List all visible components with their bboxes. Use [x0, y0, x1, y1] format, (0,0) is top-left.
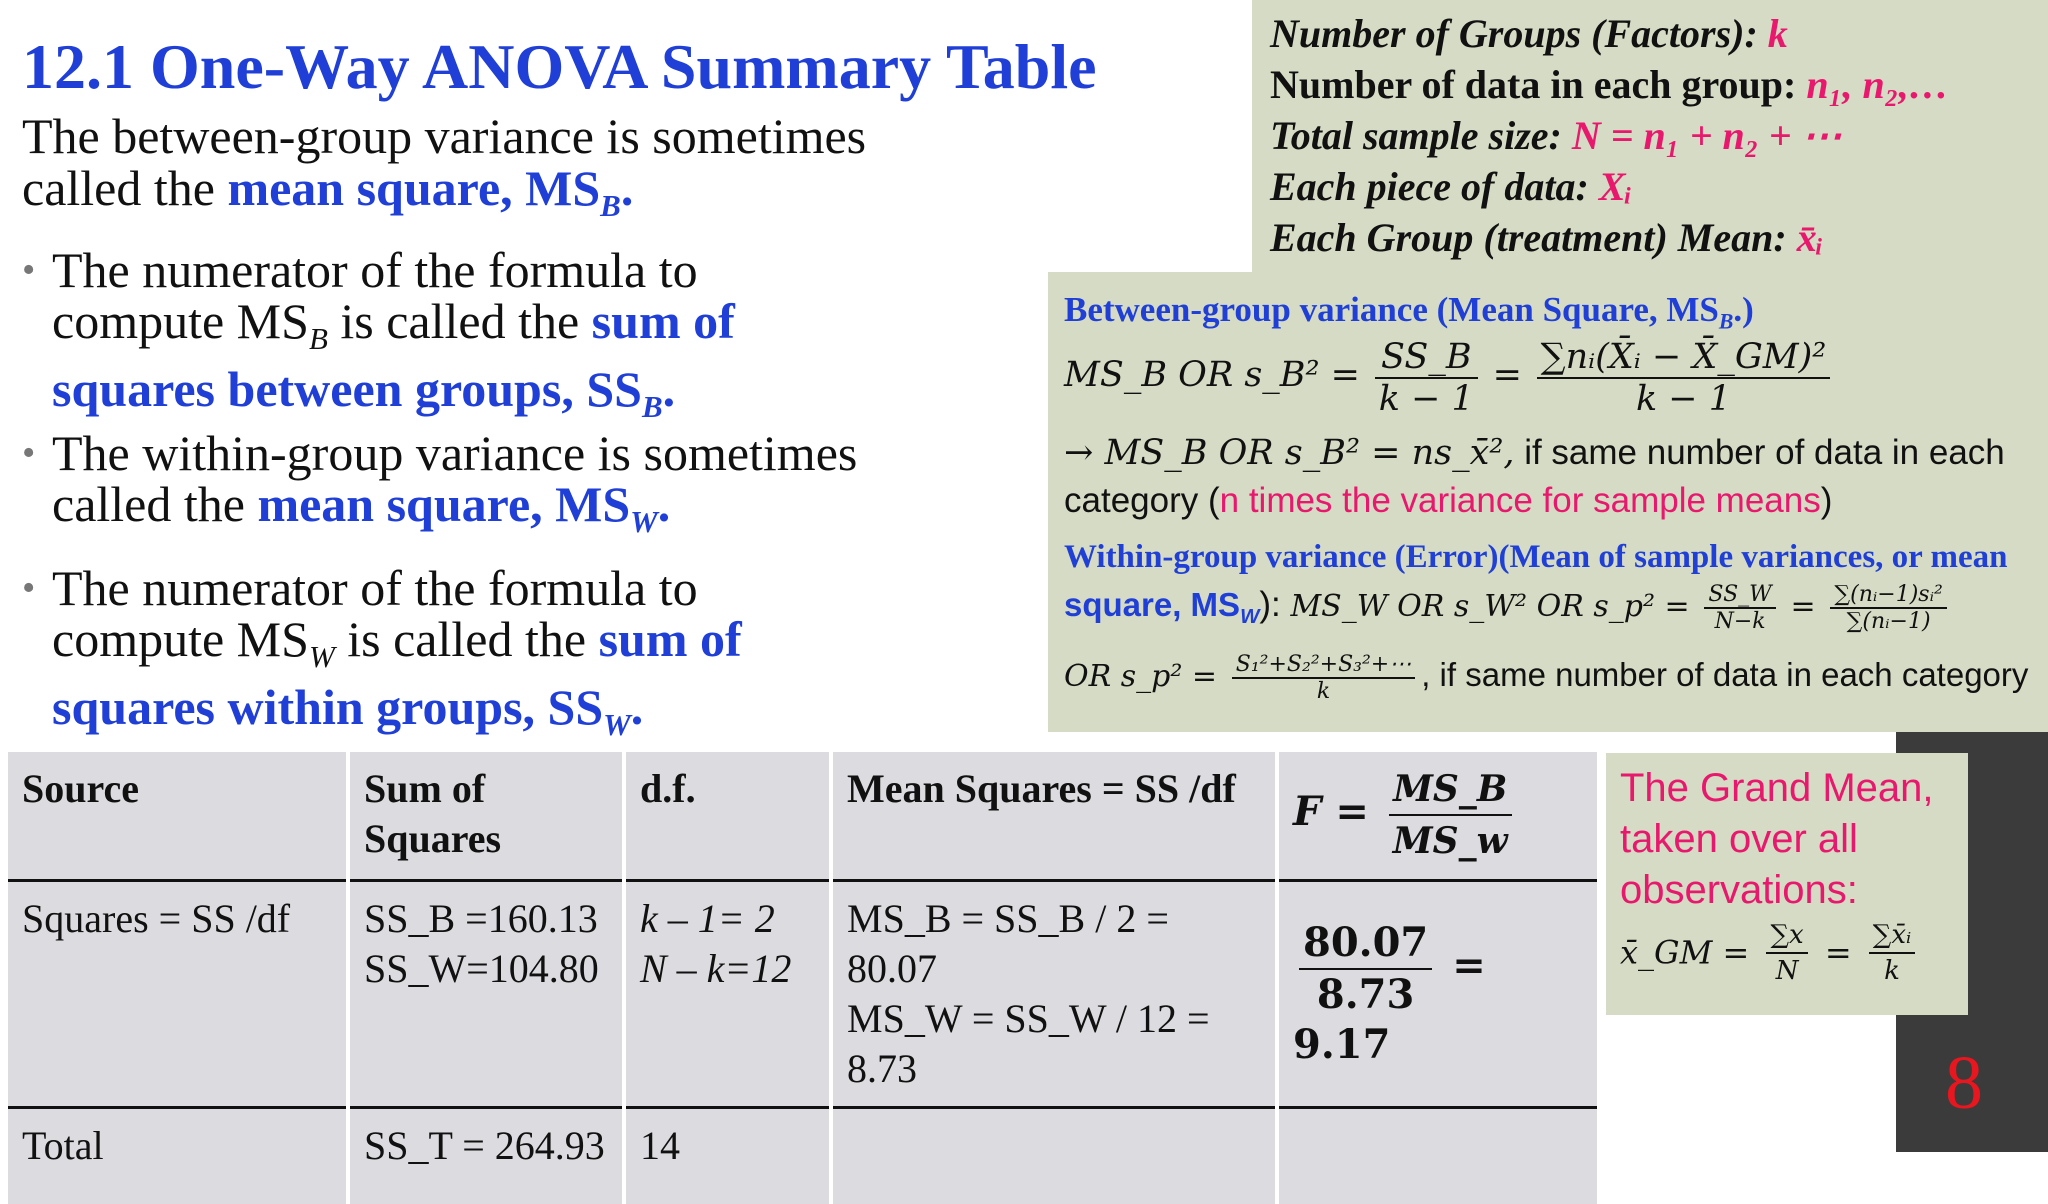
anova-table — [8, 752, 1597, 1204]
intro-text: The between-group variance is sometimes called the mean square, $MS_B$. — [22, 108, 867, 223]
cell-empty — [1277, 1107, 1597, 1204]
variance-formulas-box: Between-group variance (Mean Square, $MS_B$.) MS_B OR s_B² = $\frac{SS\_B}{k - 1}$ = $\frac{\text{∑nᵢ(X̄ᵢ − X̄\_GM)²}}{k - 1}$ → MS_B OR s_B² = ns_x̄², if same number of data in each category (n times the variance for sample means) Within-group variance (Error)(Mean of sample variances, or mean square, $MS_W$): MS_W OR s_W² OR s_p² = $\frac{SS\_W}{N-k}$ = $\frac{\text{∑(nᵢ−1)sᵢ²}}{\text{∑(nᵢ−1)}}$ OR s_p² = $\frac{\text{S₁²+S₂²+S₃²+⋯}}{k}$ , if same number of data in each category — [1048, 272, 2048, 732]
header-df: d.f. — [624, 752, 831, 880]
cell-sst: SS_T = 264.93 — [348, 1107, 624, 1204]
bullet-ssw: • The numerator of the formula to compute $MS_W$ is called the sum of squares within groups, $SS_W$. — [22, 560, 742, 742]
grand-mean-formula: x̄_GM = $\frac{\sum x}{N}$ = $\frac{\text{∑x̄ᵢ}}{k}$ — [1620, 918, 1954, 988]
table-row — [8, 1107, 1597, 1204]
cell-df: k – 1= 2 N – k=12 — [624, 880, 831, 1107]
cell-total: Total — [8, 1107, 348, 1204]
bullet-ssb: • The numerator of the formula to compute $MS_B$ is called the sum of squares between groups, $SS_B$. — [22, 242, 735, 424]
grand-mean-box: The Grand Mean, taken over all observations: x̄_GM = $\frac{\sum x}{N}$ = $\frac{\text{∑x̄ᵢ}}{k}$ — [1606, 753, 1968, 1015]
table-row — [8, 880, 1597, 1107]
page-number: 8 — [1945, 1041, 1983, 1125]
cell-source: Squares = SS /df — [8, 880, 348, 1107]
notation-box: Number of Groups (Factors): k Number of data in each group: n₁, n₂,… Total sample size: N = n₁ + n₂ + ⋯ Each piece of data: Xᵢ Each Group (treatment) Mean: x̄ᵢ — [1252, 0, 2048, 272]
header-source: Source — [8, 752, 348, 880]
cell-ss: SS_B =160.13 SS_W=104.80 — [348, 880, 624, 1107]
pooled-formula: OR s_p² = $\frac{\text{S₁²+S₂²+S₃²+⋯}}{k}$ , if same number of data in each category — [1064, 651, 2029, 704]
cell-f: $\frac{80.07}{8.73}$ = 9.17 — [1277, 880, 1597, 1107]
between-formula: MS_B OR s_B² = $\frac{SS\_B}{k - 1}$ = $\frac{\text{∑nᵢ(X̄ᵢ − X̄\_GM)²}}{k - 1}$ — [1064, 337, 2032, 429]
bullet-msw: • The within-group variance is sometimes called the mean square, $MS_W$. — [22, 425, 858, 539]
table-header-row — [8, 752, 1597, 880]
header-ss: Sum of Squares — [348, 752, 624, 880]
cell-empty — [831, 1107, 1277, 1204]
header-f: F = $\frac{MS\_B}{MS\_w}$ — [1277, 752, 1597, 880]
within-formula: square, $MS_W$): MS_W OR s_W² OR s_p² = $\frac{SS\_W}{N-k}$ = $\frac{\text{∑(nᵢ−1)sᵢ²}}{\text{∑(nᵢ−1)}}$ — [1064, 582, 2032, 644]
cell-ms: MS_B = SS_B / 2 = 80.07 MS_W = SS_W / 12 = 8.73 — [831, 880, 1277, 1107]
page-title: 12.1 One-Way ANOVA Summary Table — [22, 31, 1097, 102]
cell-total-df: 14 — [624, 1107, 831, 1204]
header-ms: Mean Squares = SS /df — [831, 752, 1277, 880]
